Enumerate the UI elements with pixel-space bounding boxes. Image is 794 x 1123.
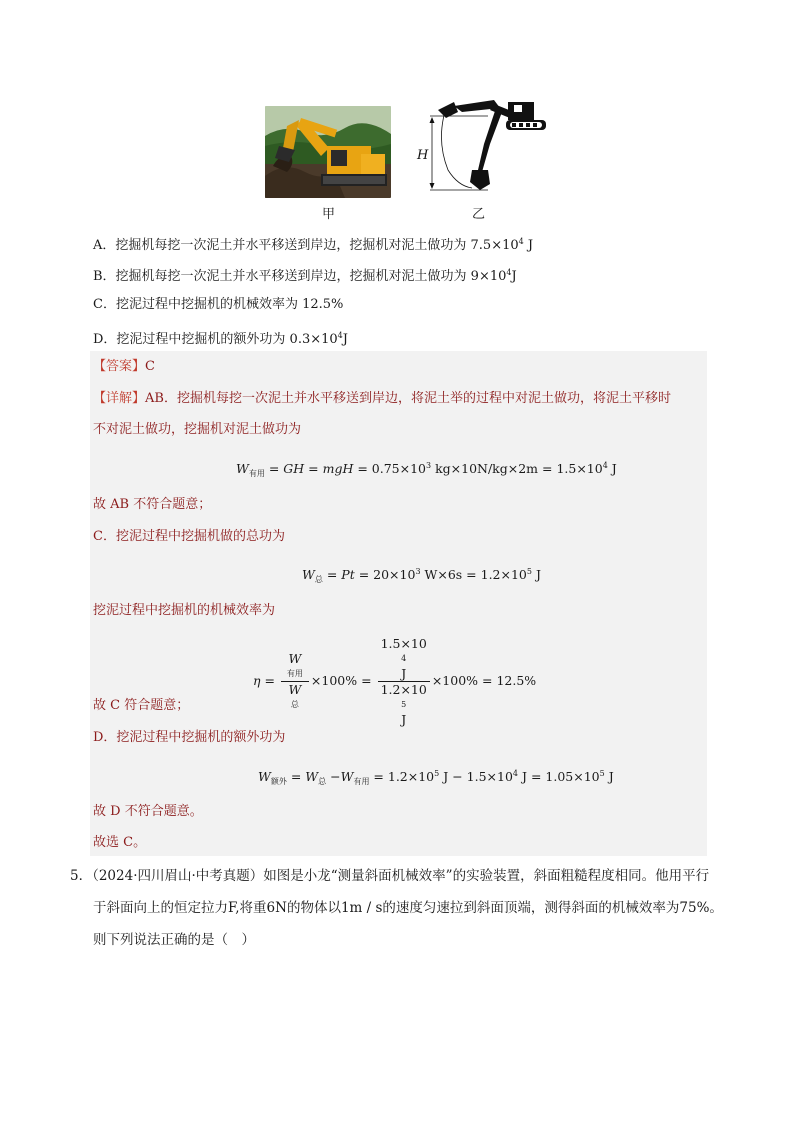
detail-tag: 【详解】 [93, 391, 146, 406]
answer-value: C [145, 359, 155, 374]
option-d: D．挖泥过程中挖掘机的额外功为 $0.3\times 10^4J$ [93, 331, 348, 347]
caption-left: 甲 [322, 207, 336, 222]
final-choice: 故选 C。 [93, 835, 147, 850]
question-5-line-1: 5．（2024·四川眉山·中考真题）如图是小龙“测量斜面机械效率”的实验装置，斜面粗糙程度相同。他用平行 [70, 868, 710, 884]
conclusion-c: 故 C 符合题意； [93, 698, 190, 713]
c-total-work-head: C．挖泥过程中挖掘机做的总功为 [93, 529, 285, 544]
conclusion-ab: 故 AB 不符合题意； [93, 497, 212, 512]
formula-extra-work: $W_{额外} = W_总 -W_{有用} = 1.2\times 10^5$ $J - 1.5\times 10^4$ $J = 1.05\times 10^5$ J [258, 769, 614, 786]
caption-right: 乙 [472, 207, 486, 222]
answer-line [93, 358, 155, 376]
conclusion-d: 故 D 不符合题意。 [93, 804, 203, 819]
detail-line-1 [93, 390, 671, 408]
question-5-line-3: 则下列说法正确的是（ ） [93, 932, 255, 948]
option-b: B．挖掘机每挖一次泥土并水平移送到岸边，挖掘机对泥土做功为 $9\times 10^4J$ [93, 268, 517, 284]
option-c: C．挖泥过程中挖掘机的机械效率为 12.5% [93, 297, 344, 312]
detail-line-2: 不对泥土做功，挖掘机对泥土做功为 [93, 422, 302, 437]
height-label: H [417, 148, 429, 163]
formula-useful-work: $W_{有用}$ = GH = mgH = $0.75\times 10^3$ $kg\times 10N/kg\times 2m = 1.5\times 10^4$ J [236, 461, 617, 478]
excavator-photo [265, 106, 391, 198]
formula-efficiency: η = W 有用 W 总 ×100% = 1.5×10 4 J 1.2×10 5 J ×100% = 12.5% [253, 636, 537, 727]
formula-total-work: $W_总 = Pt = 20\times 10^3$ $W\times 6s = 1.2\times 10^5$ J [302, 567, 541, 584]
excavator-figure [264, 100, 554, 222]
c-efficiency-head: 挖泥过程中挖掘机的机械效率为 [93, 603, 276, 618]
excavator-diagram [408, 100, 554, 200]
d-extra-work-head: D．挖泥过程中挖掘机的额外功为 [93, 730, 286, 745]
option-a: A．挖掘机每挖一次泥土并水平移送到岸边，挖掘机对泥土做功为 $7.5\times 10^4$ J [93, 237, 534, 253]
question-5-line-2: 于斜面向上的恒定拉力F,将重6N的物体以1m / s的速度匀速拉到斜面顶端，测得斜面的机械效率为75%。 [93, 900, 723, 916]
answer-tag: 【答案】 [93, 359, 146, 374]
detail-text-1: AB．挖掘机每挖一次泥土并水平移送到岸边，将泥土举的过程中对泥土做功，将泥土平移时 [145, 391, 671, 406]
